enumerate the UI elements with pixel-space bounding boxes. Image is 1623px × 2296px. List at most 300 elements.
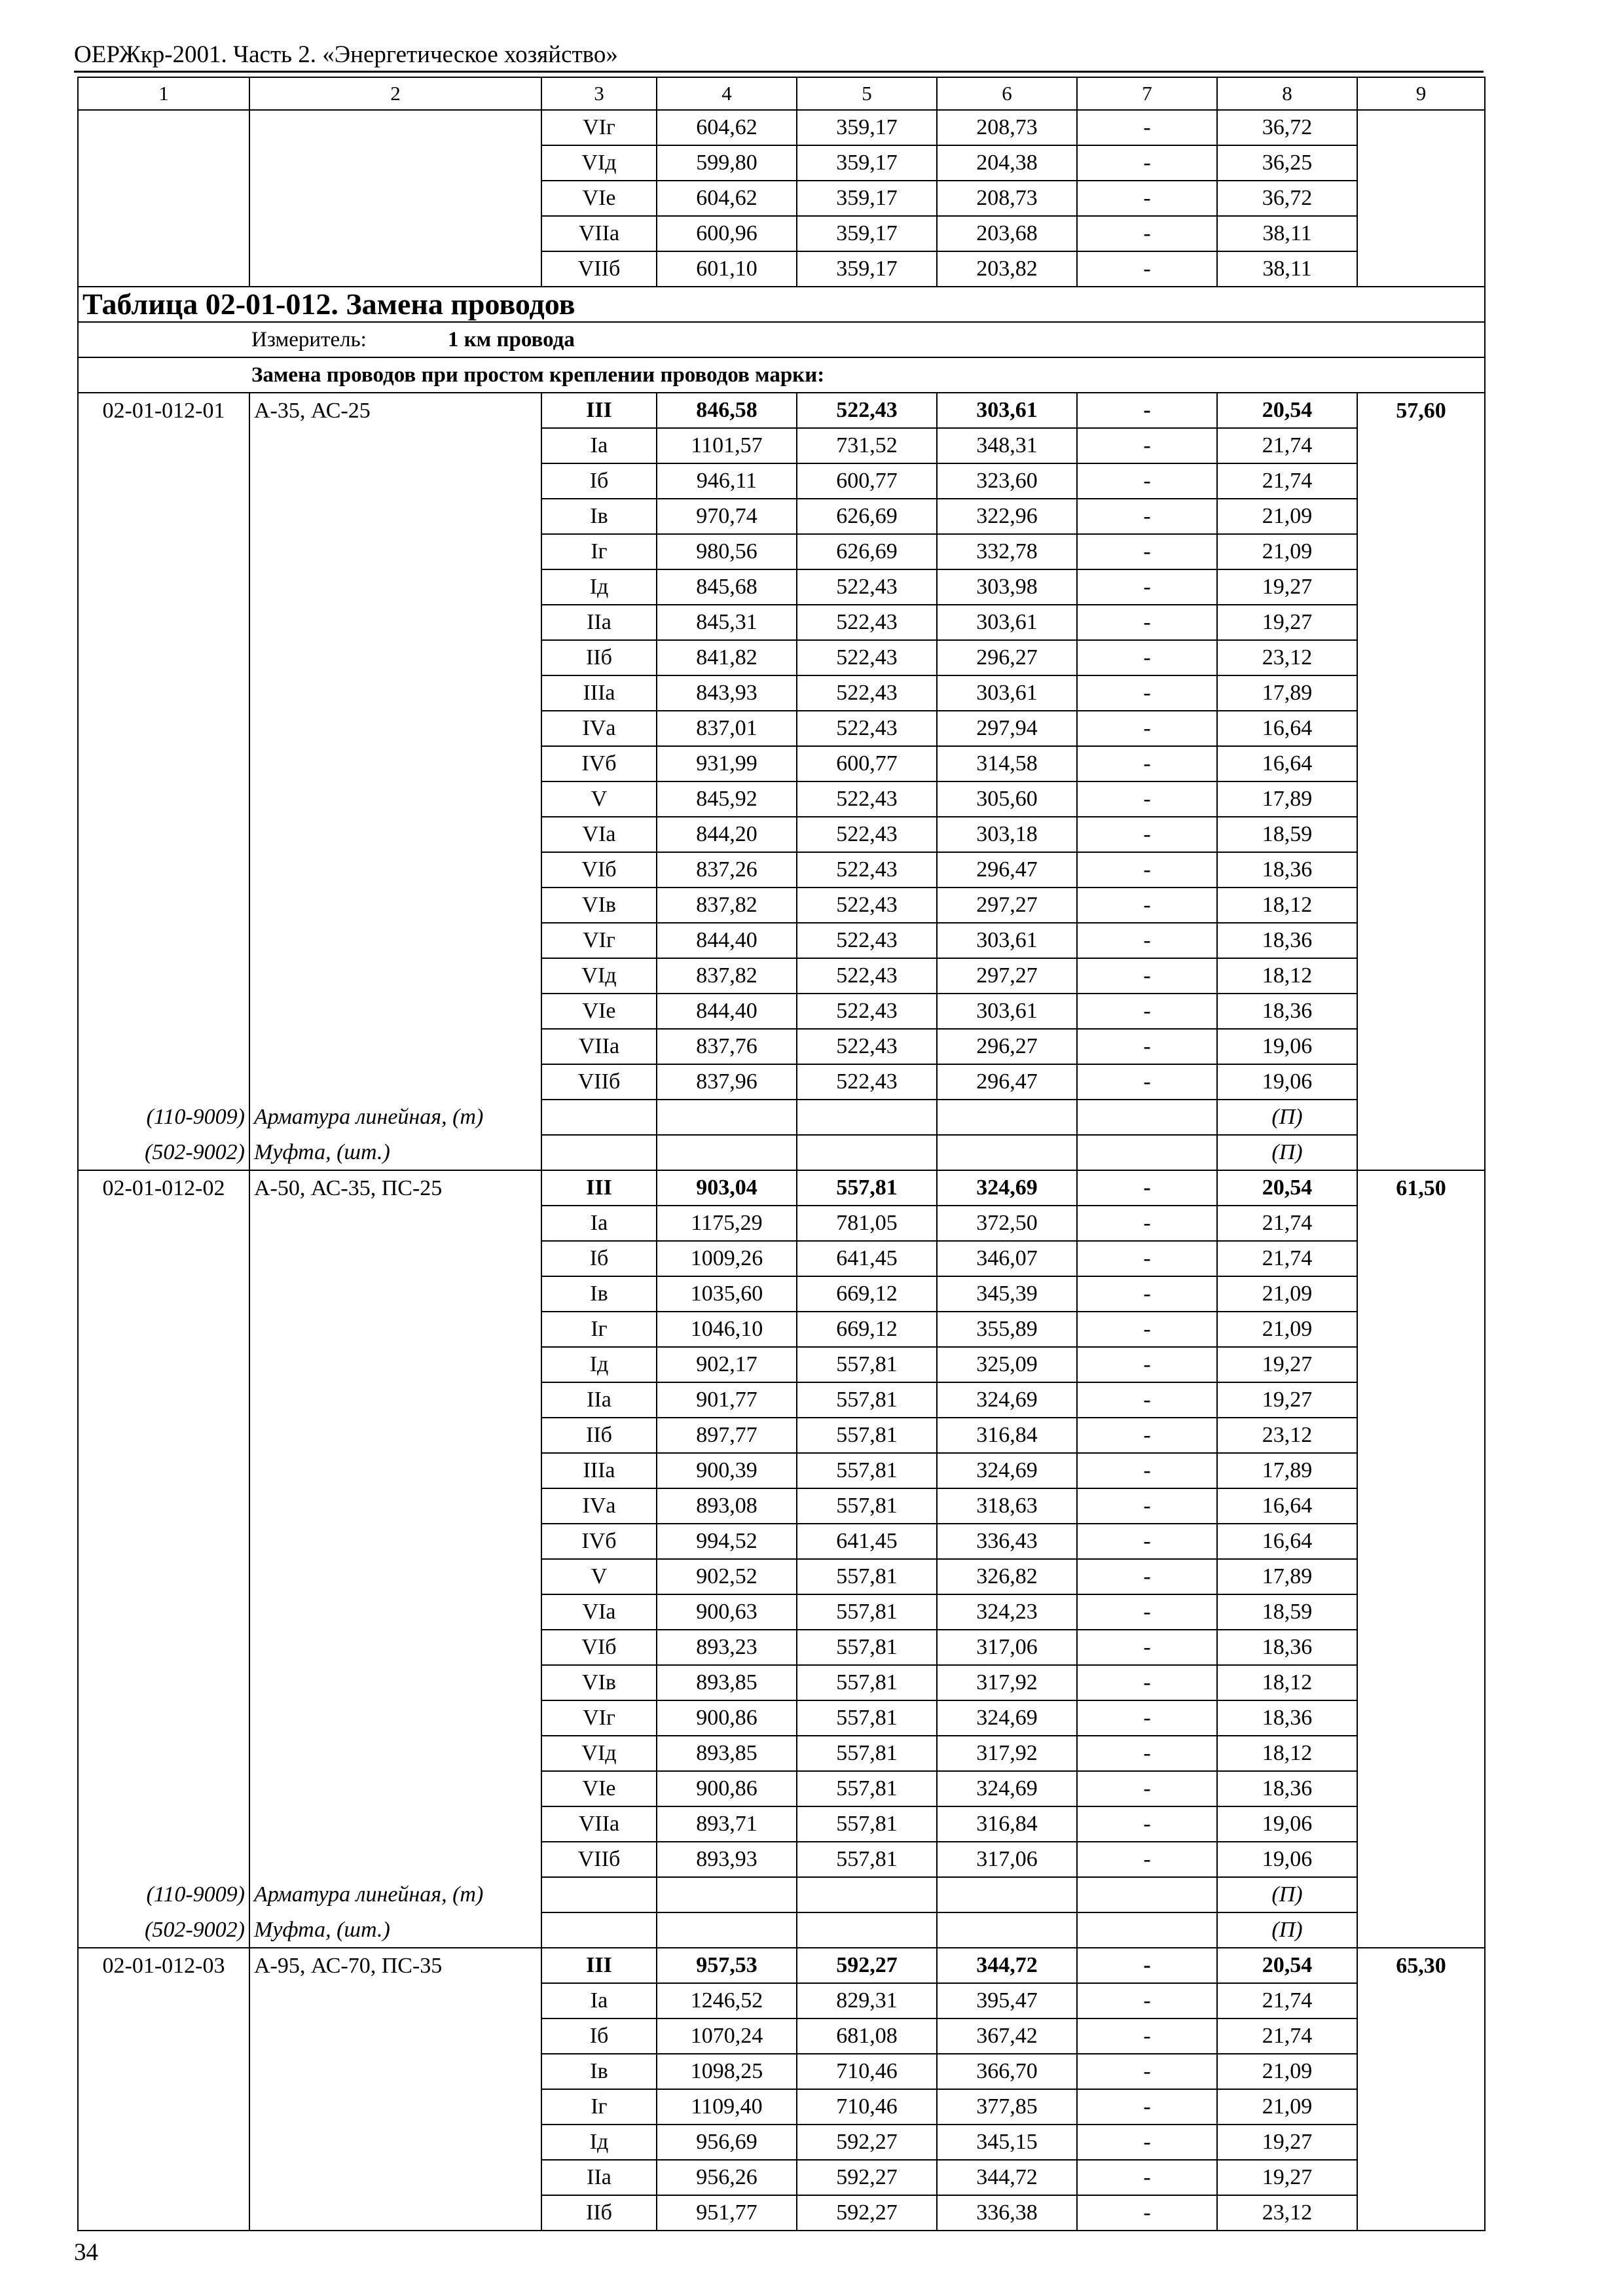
desc-cell (249, 2018, 541, 2054)
table-row (78, 1241, 1485, 1276)
desc-cell (249, 994, 541, 1029)
value-cell: 21,74 (1217, 1206, 1357, 1241)
value-cell: 296,27 (937, 640, 1077, 675)
value-cell: 18,36 (1217, 923, 1357, 958)
value-cell: 204,38 (937, 145, 1077, 181)
column-number: 2 (249, 77, 541, 110)
value-cell: 23,12 (1217, 2195, 1357, 2231)
desc-cell (249, 852, 541, 888)
value-cell: 681,08 (797, 2018, 937, 2054)
section-title: Замена проводов при простом креплении проводов марки: (251, 363, 825, 387)
zone-cell: IIа (541, 1382, 657, 1418)
value-cell: 710,46 (797, 2054, 937, 2089)
zone-cell: IIб (541, 2195, 657, 2231)
value-cell: 297,27 (937, 958, 1077, 994)
value-cell: 324,69 (937, 1453, 1077, 1488)
table-row (78, 1488, 1485, 1524)
col9-cell (1357, 605, 1485, 640)
value-cell: 305,60 (937, 781, 1077, 817)
col9-cell (1357, 569, 1485, 605)
table-row (78, 852, 1485, 888)
empty-cell (937, 1912, 1077, 1948)
value-cell: 844,40 (657, 994, 797, 1029)
value-cell: 902,52 (657, 1559, 797, 1594)
table-row (78, 675, 1485, 711)
desc-cell (249, 2160, 541, 2195)
code-cell (78, 2089, 249, 2125)
value-cell: 837,01 (657, 711, 797, 746)
table-title-row (78, 287, 1485, 322)
table-row (78, 640, 1485, 675)
col9-cell (1357, 1347, 1485, 1382)
empty-cell (1077, 1100, 1217, 1135)
value-cell: 641,45 (797, 1524, 937, 1559)
table-row (78, 605, 1485, 640)
value-cell: 522,43 (797, 711, 937, 746)
empty-cell (1077, 1877, 1217, 1912)
value-cell: 17,89 (1217, 1453, 1357, 1488)
table-row (78, 1206, 1485, 1241)
col9-cell (1357, 463, 1485, 499)
desc-cell (249, 569, 541, 605)
value-cell: 19,06 (1217, 1806, 1357, 1842)
value-cell: 843,93 (657, 675, 797, 711)
material-code: (110-9009) (78, 1100, 249, 1135)
col9-cell (1357, 923, 1485, 958)
col9-cell (1357, 2018, 1485, 2054)
value-cell: 900,86 (657, 1771, 797, 1806)
value-cell: - (1077, 2160, 1217, 2195)
table-row (78, 923, 1485, 958)
zone-cell: VIа (541, 817, 657, 852)
table-row (78, 1453, 1485, 1488)
zone-cell: VIд (541, 958, 657, 994)
zone-cell: Iб (541, 2018, 657, 2054)
value-cell: - (1077, 569, 1217, 605)
value-cell: 23,12 (1217, 640, 1357, 675)
value-cell: - (1077, 781, 1217, 817)
code-cell (78, 888, 249, 923)
col9-cell (1357, 1912, 1485, 1948)
code-cell (78, 569, 249, 605)
value-cell: 897,77 (657, 1418, 797, 1453)
value-cell: 344,72 (937, 1948, 1077, 1983)
value-cell: 641,45 (797, 1241, 937, 1276)
value-cell: 318,63 (937, 1488, 1077, 1524)
table-row (78, 181, 1485, 216)
zone-cell: VIе (541, 994, 657, 1029)
col9-cell (1357, 852, 1485, 888)
value-cell: 21,09 (1217, 1312, 1357, 1347)
value-cell: - (1077, 888, 1217, 923)
value-cell: 600,77 (797, 463, 937, 499)
material-name: Муфта, (шт.) (249, 1135, 541, 1170)
material-code: (502-9002) (78, 1135, 249, 1170)
value-cell: - (1077, 1488, 1217, 1524)
value-cell: 557,81 (797, 1453, 937, 1488)
value-cell: 18,36 (1217, 994, 1357, 1029)
code-cell (78, 1029, 249, 1064)
desc-cell (249, 958, 541, 994)
table-row (78, 110, 1485, 145)
desc-cell (249, 1453, 541, 1488)
value-cell: 522,43 (797, 393, 937, 428)
zone-cell: Iв (541, 499, 657, 534)
section-row (78, 357, 1485, 393)
value-cell: - (1077, 1771, 1217, 1806)
value-cell: 303,18 (937, 817, 1077, 852)
value-cell: - (1077, 1948, 1217, 1983)
desc-cell: А-50, АС-35, ПС-25 (249, 1170, 541, 1206)
value-cell: 957,53 (657, 1948, 797, 1983)
value-cell: 669,12 (797, 1276, 937, 1312)
value-cell: 208,73 (937, 110, 1077, 145)
value-cell: 17,89 (1217, 1559, 1357, 1594)
col9-cell (1357, 145, 1485, 181)
code-cell (78, 923, 249, 958)
value-cell: - (1077, 817, 1217, 852)
page-number: 34 (74, 2239, 98, 2266)
value-cell: - (1077, 2125, 1217, 2160)
code-cell (78, 1276, 249, 1312)
value-cell: 19,27 (1217, 2125, 1357, 2160)
desc-cell (249, 2125, 541, 2160)
empty-cell (657, 1135, 797, 1170)
zone-cell: VIв (541, 1665, 657, 1700)
code-cell (78, 1700, 249, 1736)
value-cell: 956,26 (657, 2160, 797, 2195)
value-cell: - (1077, 1559, 1217, 1594)
col9-cell: 61,50 (1357, 1170, 1485, 1206)
desc-cell (249, 1842, 541, 1877)
value-cell: 592,27 (797, 2195, 937, 2231)
column-number: 6 (937, 77, 1077, 110)
code-cell (78, 181, 249, 216)
value-cell: 19,06 (1217, 1029, 1357, 1064)
column-number: 8 (1217, 77, 1357, 110)
value-cell: - (1077, 1064, 1217, 1100)
col9-cell (1357, 711, 1485, 746)
value-cell: 208,73 (937, 181, 1077, 216)
desc-cell (249, 2195, 541, 2231)
value-cell: - (1077, 1347, 1217, 1382)
value-cell: 317,92 (937, 1736, 1077, 1771)
col9-cell (1357, 1135, 1485, 1170)
value-cell: 348,31 (937, 428, 1077, 463)
value-cell: 626,69 (797, 499, 937, 534)
desc-cell (249, 499, 541, 534)
col9-cell (1357, 781, 1485, 817)
code-cell: 02-01-012-02 (78, 1170, 249, 1206)
value-cell: 355,89 (937, 1312, 1077, 1347)
value-cell: 36,72 (1217, 110, 1357, 145)
desc-cell (249, 1700, 541, 1736)
value-cell: 316,84 (937, 1418, 1077, 1453)
zone-cell: VIг (541, 923, 657, 958)
material-code: (502-9002) (78, 1912, 249, 1948)
value-cell: 522,43 (797, 852, 937, 888)
value-cell: 951,77 (657, 2195, 797, 2231)
table-row (78, 1347, 1485, 1382)
desc-cell (249, 817, 541, 852)
value-cell: 359,17 (797, 145, 937, 181)
col9-cell (1357, 181, 1485, 216)
empty-cell (797, 1877, 937, 1912)
value-cell: 19,27 (1217, 569, 1357, 605)
col9-cell (1357, 1630, 1485, 1665)
table-row (78, 463, 1485, 499)
zone-cell: Iа (541, 1983, 657, 2018)
code-cell (78, 1736, 249, 1771)
zone-cell: VIIа (541, 1806, 657, 1842)
value-cell: - (1077, 1312, 1217, 1347)
empty-cell (1077, 1135, 1217, 1170)
value-cell: 18,12 (1217, 1665, 1357, 1700)
value-cell: 296,47 (937, 852, 1077, 888)
zone-cell: Iг (541, 1312, 657, 1347)
value-cell: - (1077, 1842, 1217, 1877)
desc-cell (249, 463, 541, 499)
zone-cell: IIа (541, 2160, 657, 2195)
value-cell: 837,82 (657, 958, 797, 994)
value-cell: 18,36 (1217, 1771, 1357, 1806)
value-cell: 21,74 (1217, 428, 1357, 463)
value-cell: 21,74 (1217, 1983, 1357, 2018)
value-cell: 38,11 (1217, 216, 1357, 251)
code-cell (78, 640, 249, 675)
value-cell: 557,81 (797, 1559, 937, 1594)
value-cell: 21,09 (1217, 534, 1357, 569)
code-cell (78, 675, 249, 711)
value-cell: 557,81 (797, 1736, 937, 1771)
value-cell: 522,43 (797, 605, 937, 640)
value-cell: 18,12 (1217, 888, 1357, 923)
zone-cell: V (541, 781, 657, 817)
empty-cell (541, 1912, 657, 1948)
value-cell: 592,27 (797, 2125, 937, 2160)
value-cell: 38,11 (1217, 251, 1357, 287)
col9-cell (1357, 428, 1485, 463)
value-cell: 203,68 (937, 216, 1077, 251)
code-cell (78, 1453, 249, 1488)
material-col8: (П) (1217, 1912, 1357, 1948)
table-row (78, 1842, 1485, 1877)
value-cell: - (1077, 2018, 1217, 2054)
table-row (78, 958, 1485, 994)
table-row (78, 1771, 1485, 1806)
table-row (78, 2195, 1485, 2231)
value-cell: 841,82 (657, 640, 797, 675)
col9-cell (1357, 2089, 1485, 2125)
value-cell: 522,43 (797, 923, 937, 958)
table-row (78, 781, 1485, 817)
table-row (78, 1029, 1485, 1064)
code-cell (78, 1630, 249, 1665)
column-number: 1 (78, 77, 249, 110)
value-cell: 21,09 (1217, 1276, 1357, 1312)
value-cell: 893,85 (657, 1736, 797, 1771)
value-cell: 19,27 (1217, 1382, 1357, 1418)
value-cell: 36,25 (1217, 145, 1357, 181)
value-cell: 16,64 (1217, 711, 1357, 746)
value-cell: 323,60 (937, 463, 1077, 499)
value-cell: - (1077, 110, 1217, 145)
code-cell (78, 817, 249, 852)
value-cell: - (1077, 1736, 1217, 1771)
value-cell: 557,81 (797, 1665, 937, 1700)
value-cell: 377,85 (937, 2089, 1077, 2125)
value-cell: - (1077, 428, 1217, 463)
table-row (78, 1312, 1485, 1347)
value-cell: - (1077, 145, 1217, 181)
col9-cell (1357, 216, 1485, 251)
table-row (78, 2125, 1485, 2160)
measure-label: Измеритель: (251, 328, 367, 351)
value-cell: 604,62 (657, 110, 797, 145)
col9-cell (1357, 1877, 1485, 1912)
value-cell: 322,96 (937, 499, 1077, 534)
value-cell: - (1077, 675, 1217, 711)
value-cell: - (1077, 1276, 1217, 1312)
value-cell: 522,43 (797, 958, 937, 994)
desc-cell (249, 888, 541, 923)
value-cell: 344,72 (937, 2160, 1077, 2195)
col9-cell (1357, 1064, 1485, 1100)
value-cell: - (1077, 1206, 1217, 1241)
value-cell: 36,72 (1217, 181, 1357, 216)
value-cell: 19,27 (1217, 605, 1357, 640)
col9-cell (1357, 1276, 1485, 1312)
code-cell (78, 1983, 249, 2018)
value-cell: 297,94 (937, 711, 1077, 746)
value-cell: 903,04 (657, 1170, 797, 1206)
table-row (78, 1418, 1485, 1453)
zone-cell: IIIа (541, 1453, 657, 1488)
value-cell: 956,69 (657, 2125, 797, 2160)
value-cell: 837,26 (657, 852, 797, 888)
table-row (78, 1665, 1485, 1700)
col9-cell (1357, 251, 1485, 287)
value-cell: 844,40 (657, 923, 797, 958)
zone-cell: VIв (541, 888, 657, 923)
code-cell (78, 2018, 249, 2054)
code-cell (78, 1418, 249, 1453)
value-cell: 557,81 (797, 1700, 937, 1736)
value-cell: 893,93 (657, 1842, 797, 1877)
code-cell: 02-01-012-03 (78, 1948, 249, 1983)
col9-cell (1357, 1806, 1485, 1842)
zone-cell: Iа (541, 1206, 657, 1241)
empty-cell (937, 1100, 1077, 1135)
col9-cell (1357, 2195, 1485, 2231)
value-cell: 317,06 (937, 1842, 1077, 1877)
table-row (78, 251, 1485, 287)
value-cell: 336,38 (937, 2195, 1077, 2231)
value-cell: - (1077, 1170, 1217, 1206)
value-cell: - (1077, 1418, 1217, 1453)
value-cell: 303,61 (937, 923, 1077, 958)
value-cell: 845,31 (657, 605, 797, 640)
zone-cell: Iд (541, 2125, 657, 2160)
empty-cell (541, 1877, 657, 1912)
value-cell: 18,59 (1217, 1594, 1357, 1630)
value-cell: 359,17 (797, 181, 937, 216)
value-cell: 600,96 (657, 216, 797, 251)
value-cell: 1009,26 (657, 1241, 797, 1276)
desc-cell (249, 605, 541, 640)
value-cell: 731,52 (797, 428, 937, 463)
value-cell: 20,54 (1217, 393, 1357, 428)
measure-row (78, 322, 1485, 357)
value-cell: 17,89 (1217, 675, 1357, 711)
zone-cell: IIб (541, 640, 657, 675)
col9-cell (1357, 1029, 1485, 1064)
desc-cell (249, 1771, 541, 1806)
value-cell: 902,17 (657, 1347, 797, 1382)
value-cell: - (1077, 2054, 1217, 2089)
value-cell: 900,86 (657, 1700, 797, 1736)
desc-cell (249, 1347, 541, 1382)
value-cell: 1246,52 (657, 1983, 797, 2018)
value-cell: 317,06 (937, 1630, 1077, 1665)
column-number: 7 (1077, 77, 1217, 110)
code-cell (78, 605, 249, 640)
code-cell (78, 781, 249, 817)
zone-cell: Iв (541, 1276, 657, 1312)
value-cell: - (1077, 746, 1217, 781)
value-cell: 837,96 (657, 1064, 797, 1100)
value-cell: - (1077, 958, 1217, 994)
zone-cell: VIд (541, 1736, 657, 1771)
desc-cell (249, 1241, 541, 1276)
desc-cell (249, 2089, 541, 2125)
value-cell: 557,81 (797, 1806, 937, 1842)
value-cell: - (1077, 2089, 1217, 2125)
table-row (78, 994, 1485, 1029)
page-header: ОЕРЖкр-2001. Часть 2. «Энергетическое хозяйство» (74, 41, 618, 68)
material-col8: (П) (1217, 1100, 1357, 1135)
material-col8: (П) (1217, 1877, 1357, 1912)
desc-cell (249, 1594, 541, 1630)
desc-cell (249, 1488, 541, 1524)
desc-cell (249, 923, 541, 958)
code-cell (78, 463, 249, 499)
value-cell: 592,27 (797, 1948, 937, 1983)
empty-cell (657, 1877, 797, 1912)
empty-cell (541, 1100, 657, 1135)
value-cell: 20,54 (1217, 1948, 1357, 1983)
code-cell (78, 1382, 249, 1418)
table-row (78, 1630, 1485, 1665)
value-cell: 557,81 (797, 1347, 937, 1382)
code-cell (78, 994, 249, 1029)
desc-cell (249, 746, 541, 781)
value-cell: 303,61 (937, 675, 1077, 711)
value-cell: - (1077, 711, 1217, 746)
code-cell (78, 1347, 249, 1382)
value-cell: 1098,25 (657, 2054, 797, 2089)
zone-cell: Iб (541, 1241, 657, 1276)
material-row (78, 1100, 1485, 1135)
value-cell: 846,58 (657, 393, 797, 428)
value-cell: 19,06 (1217, 1842, 1357, 1877)
value-cell: 522,43 (797, 817, 937, 852)
table-row (78, 2160, 1485, 2195)
value-cell: - (1077, 852, 1217, 888)
value-cell: 18,59 (1217, 817, 1357, 852)
value-cell: 324,23 (937, 1594, 1077, 1630)
table-row (78, 145, 1485, 181)
